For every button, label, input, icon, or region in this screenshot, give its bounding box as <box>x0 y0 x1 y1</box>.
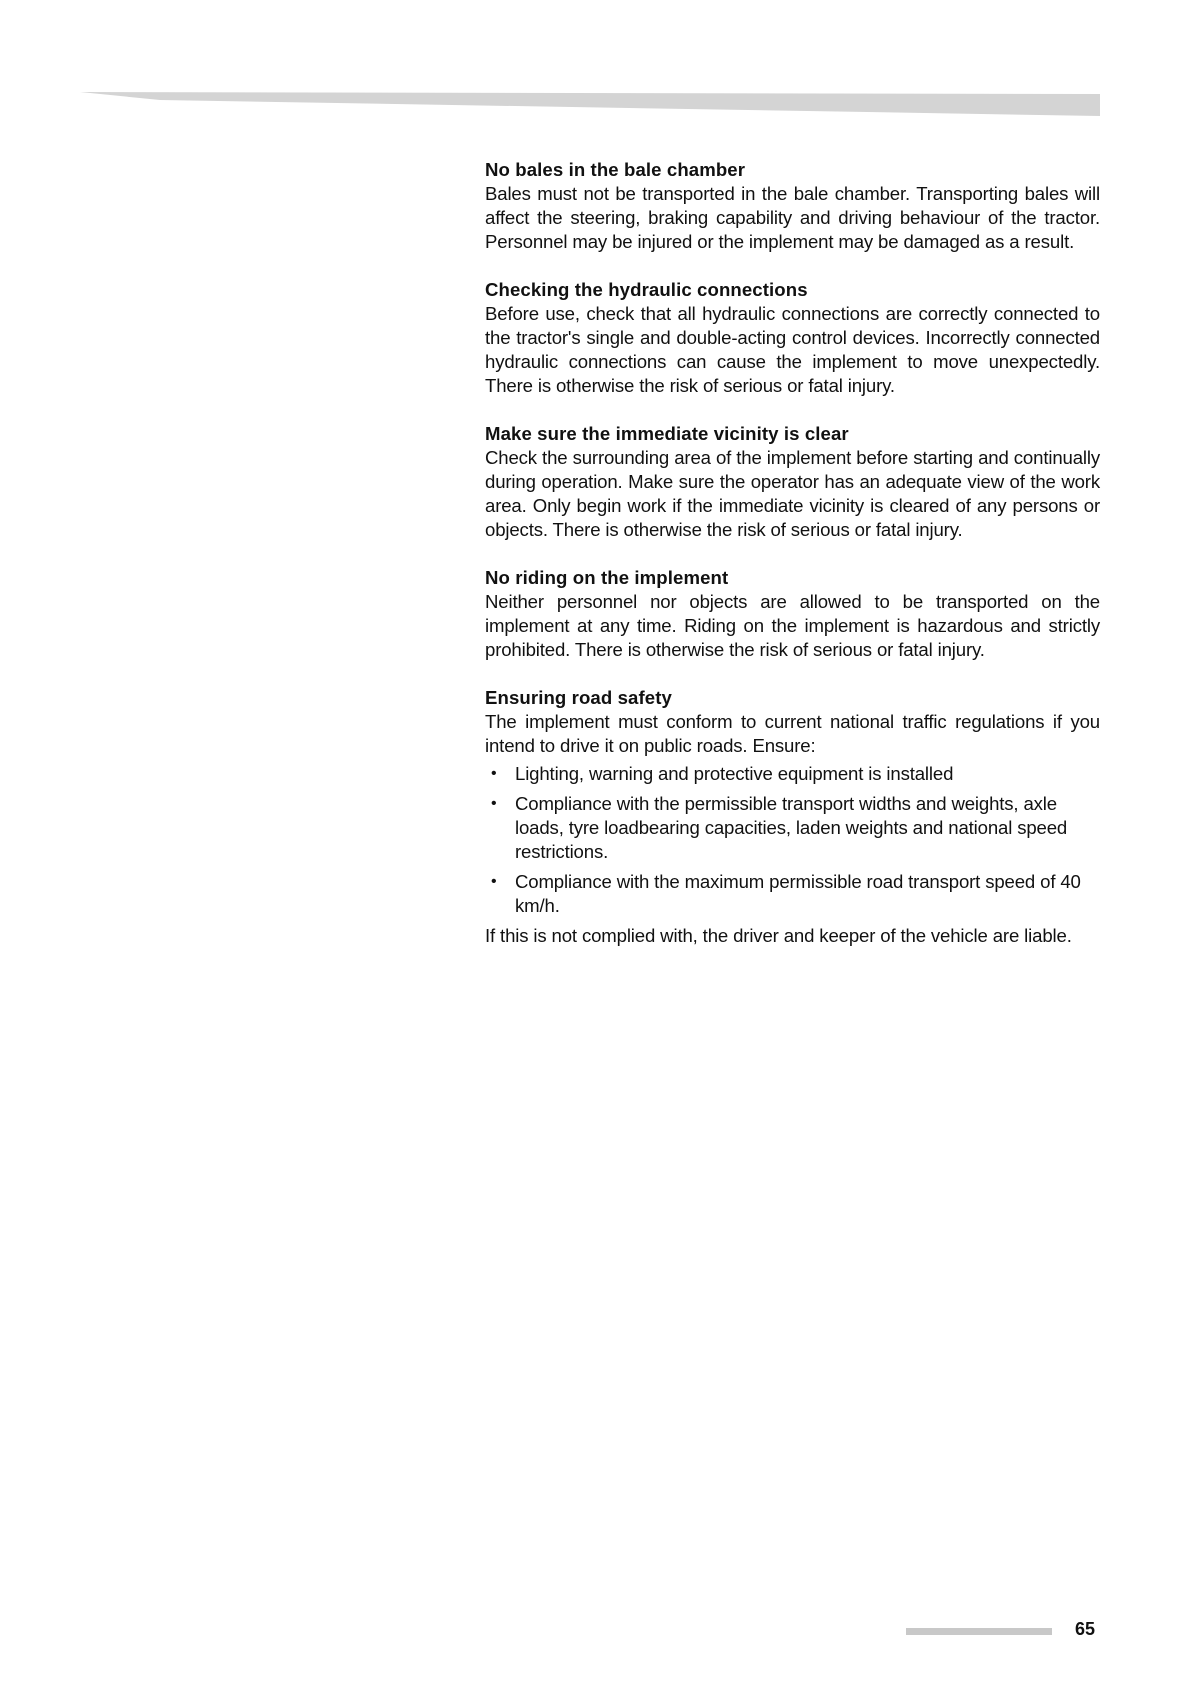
section-title: Ensuring road safety <box>485 687 672 708</box>
road-safety-outro: If this is not complied with, the driver and keeper of the vehicle are liable. <box>485 925 1072 946</box>
list-item-text: Compliance with the maximum permissible road transport speed of 40 km/h. <box>515 871 1081 916</box>
section-title: No riding on the implement <box>485 567 729 588</box>
section-title: Checking the hydraulic connections <box>485 279 808 300</box>
list-item <box>485 762 1100 786</box>
header-decorative-bar <box>80 90 1100 116</box>
section-body: Check the surrounding area of the implement before starting and continually during operation. Make sure the operator has an adequate view of the work area. Only begin work if the immediate vicinity is cleared of any persons or objects. There is otherwise the risk of serious or fatal injury. <box>485 447 1100 540</box>
list-item <box>485 792 1100 864</box>
section-hydraulic-connections <box>485 278 1100 398</box>
list-item <box>485 870 1100 918</box>
section-body: Before use, check that all hydraulic connections are correctly connected to the tractor's single and double-acting control devices. Incorrectly connected hydraulic connections can cause the implement to move unexpectedly. There is otherwise the risk of serious or fatal injury. <box>485 303 1100 396</box>
main-content <box>485 158 1100 972</box>
list-item-text: Compliance with the permissible transport widths and weights, axle loads, tyre loadbearing capacities, laden weights and national speed restrictions. <box>515 793 1068 862</box>
footer-decorative-bar <box>906 1628 1052 1635</box>
section-title: Make sure the immediate vicinity is clear <box>485 423 849 444</box>
bullet-icon: • <box>491 873 497 890</box>
list-item-text: Lighting, warning and protective equipment is installed <box>515 763 954 784</box>
section-body: Bales must not be transported in the bale chamber. Transporting bales will affect the steering, braking capability and driving behaviour of the tractor. Personnel may be injured or the implement may be damaged as a result. <box>485 183 1100 252</box>
page-number: 65 <box>1075 1619 1096 1639</box>
section-no-bales <box>485 158 1100 254</box>
section-no-riding <box>485 566 1100 662</box>
bullet-icon: • <box>491 795 497 812</box>
road-safety-bullet-list <box>485 762 1100 918</box>
section-intro: The implement must conform to current national traffic regulations if you intend to drive it on public roads. Ensure: <box>485 711 1100 756</box>
bullet-icon: • <box>491 765 497 782</box>
section-vicinity-clear <box>485 422 1100 542</box>
section-body: Neither personnel nor objects are allowed to be transported on the implement at any time. Riding on the implement is hazardous and strictly prohibited. There is otherwise the risk of serious or fatal injury. <box>485 591 1100 660</box>
section-title: No bales in the bale chamber <box>485 159 746 180</box>
section-road-safety <box>485 686 1100 948</box>
